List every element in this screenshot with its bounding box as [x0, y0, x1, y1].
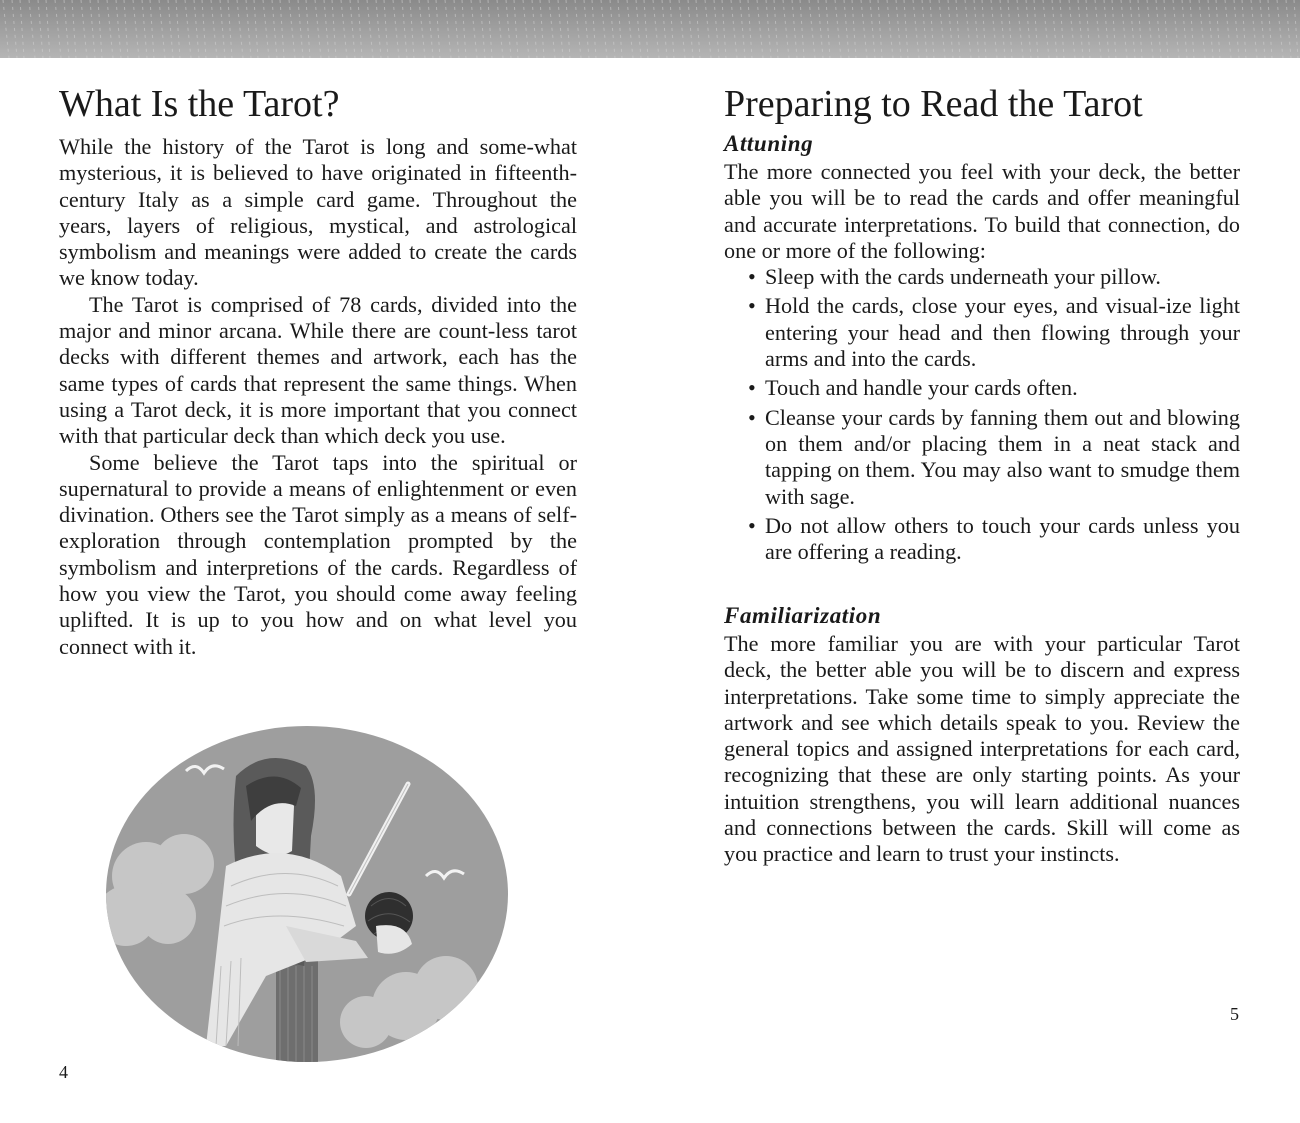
intro-paragraph: While the history of the Tarot is long and some-what mysterious, it is believed to have originated in fifteenth-century Italy as a simple card game. Throughout the years, layers of religious, mystical, and astrological symbolism and meanings were added to create the cards we know today. [59, 134, 577, 291]
beliefs-paragraph: Some believe the Tarot taps into the spiritual or supernatural to provide a means of enlightenment or even divination. Others see the Tarot simply as a means of self-exploration through contemplation prompted by the symbolism and interpretions of the cards. Regardless of how you view the Tarot, you should come away feeling uplifted. It is up to you how and on what level you connect with it. [59, 449, 577, 659]
decorative-header-band [0, 0, 1300, 58]
familiarization-section [724, 601, 1240, 868]
list-item [748, 405, 1240, 510]
list-item-text: Touch and handle your cards often. [765, 375, 1078, 401]
familiarization-heading: Familiarization [724, 603, 882, 628]
bullet-icon: • [748, 512, 756, 538]
list-item [748, 293, 1240, 372]
attuning-list [724, 264, 1240, 565]
bullet-icon: • [748, 404, 756, 430]
attuning-intro: The more connected you feel with your deck, the better able you will be to read the cards and offer meaningful and accurate interpretations. To build that connection, do one or more of the following: [724, 159, 1240, 263]
bullet-icon: • [748, 293, 756, 319]
cards-paragraph: The Tarot is comprised of 78 cards, divided into the major and minor arcana. While there are count-less tarot decks with different themes and artwork, each has the same types of cards that represent the same things. When using a Tarot deck, it is more important that you connect with that particular deck than which deck you use. [59, 291, 577, 449]
bullet-icon: • [748, 264, 756, 290]
tarot-reader-illustration [106, 726, 508, 1062]
list-item-text: Do not allow others to touch your cards unless you are offering a reading. [765, 512, 1240, 565]
right-page-title: Preparing to Read the Tarot [724, 83, 1143, 125]
list-item-text: Cleanse your cards by fanning them out and blowing on them and/or placing them in a neat stack and tapping on them. You may also want to smudge them with sage. [765, 404, 1240, 509]
left-page-title: What Is the Tarot? [59, 83, 340, 125]
list-item [748, 375, 1240, 401]
left-page-body [59, 134, 577, 660]
list-item-text: Sleep with the cards underneath your pillow. [765, 264, 1161, 290]
attuning-heading: Attuning [724, 131, 814, 156]
attuning-section [724, 129, 1240, 568]
familiarization-body: The more familiar you are with your particular Tarot deck, the better able you will be to discern and express interpretations. Take some time to simply appreciate the artwork and see which details speak to you. Review the general topics and assigned interpretations for each card, recognizing that these are only starting points. As your intuition strengthens, you will learn additional nuances and connections between the cards. Skill will come as you practice and learn to trust your instincts. [724, 631, 1240, 867]
page-number-left: 4 [59, 1062, 68, 1082]
header-band-texture [0, 0, 1300, 58]
list-item [748, 264, 1240, 290]
list-item [748, 513, 1240, 566]
bullet-icon: • [748, 375, 756, 401]
list-item-text: Hold the cards, close your eyes, and visual-ize light entering your head and then flowing through your arms and into the cards. [765, 293, 1240, 372]
page-number-right: 5 [1230, 1004, 1239, 1024]
left-page [0, 58, 650, 1123]
